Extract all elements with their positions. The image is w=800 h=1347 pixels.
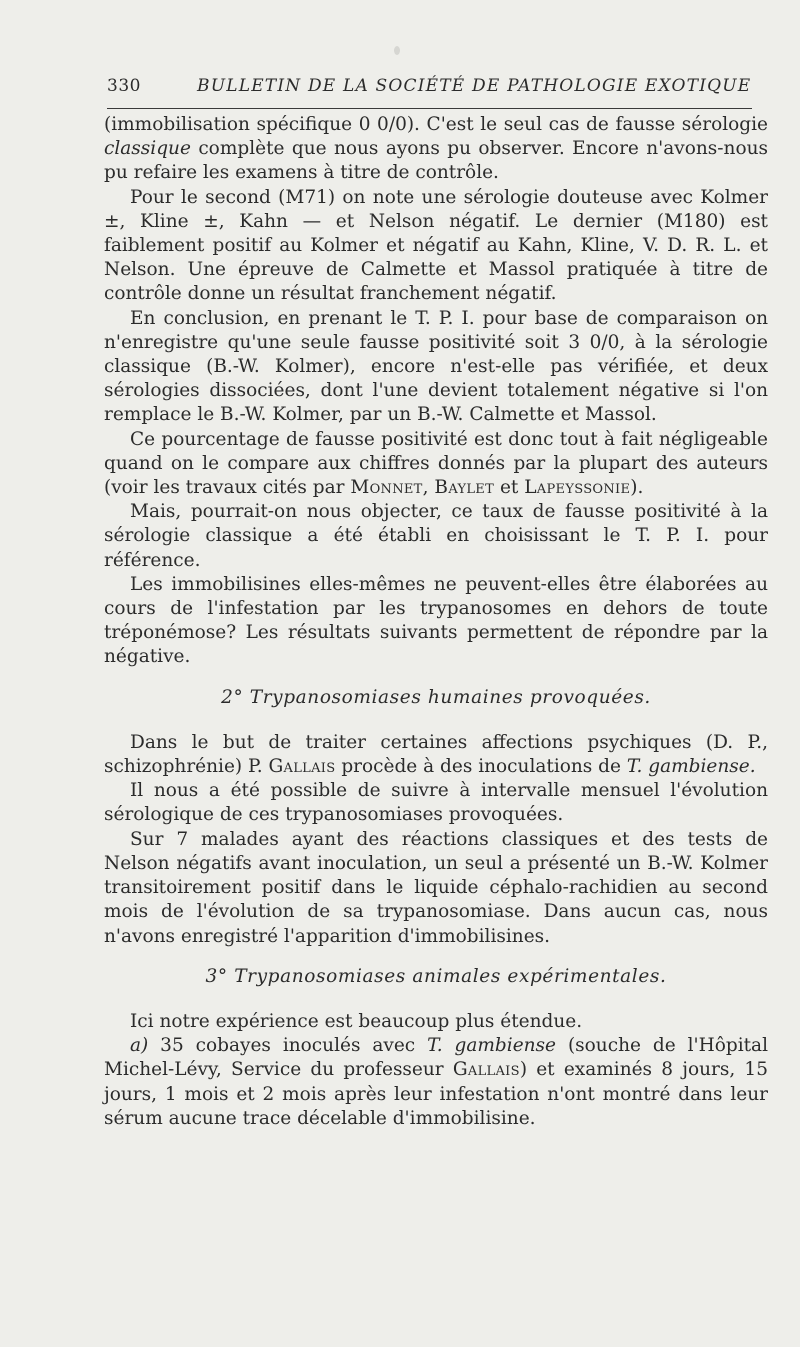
text-run: (immobilisation spécifique 0 0/0). C'est le seul cas de fausse sérologie — [104, 114, 768, 135]
text-run: (souche de l'Hôpital Michel-Lévy, Service du professeur — [104, 1035, 768, 1081]
paragraph-9: Sur 7 malades ayant des réactions classiques et des tests de Nelson négatifs avant inoculation, un seul a présenté un B.-W. Kolmer transitoirement positif dans le liquide céphalo-rachidien au second mois de l'évolution de sa trypanosomiase. Dans aucun cas, nous n'avons enregistré l'apparition d'immobilisines. — [104, 828, 768, 947]
text-run: procède à des inoculations de — [335, 756, 627, 778]
paragraph-7 — [104, 731, 768, 779]
text-run: et — [494, 477, 525, 499]
paragraph-10: Ici notre expérience est beaucoup plus étendue. — [130, 1010, 583, 1032]
author-name: Lapeyssonie — [524, 477, 631, 499]
italic-term: T. gambiense — [427, 1035, 557, 1057]
author-name: Gallais — [452, 1059, 520, 1081]
header-rule — [107, 108, 752, 109]
author-name: Gallais — [268, 756, 336, 778]
text-run: Ce pourcentage de fausse positivité est donc tout à fait négligeable quand on le compare aux chiffres donnés par la plupart des auteurs (voir les travaux cités par — [104, 428, 768, 499]
page-number: 330 — [107, 76, 141, 96]
running-title: BULLETIN DE LA SOCIÉTÉ DE PATHOLOGIE EXOTIQUE — [197, 76, 752, 96]
paragraph-2: Pour le second (M71) on note une sérologie douteuse avec Kolmer ±, Kline ±, Kahn — et Nelson négatif. Le dernier (M180) est faiblement positif au Kolmer et négatif au Kahn, Kline, V. D. R. L. et Nelson. Une épreuve de Calmette et Massol pratiquée à titre de contrôle donne un résultat franchement négatif. — [104, 186, 768, 305]
paragraph-1 — [104, 113, 768, 186]
paragraph-3: En conclusion, en prenant le T. P. I. pour base de comparaison on n'enregistre qu'une seule fausse positivité soit 3 0/0, à la sérologie classique (B.-W. Kolmer), encore n'est-elle pas vérifiée, et deux sérologies dissociées, dont l'une devient totalement négative si l'on remplace le B.-W. Kolmer, par un B.-W. Calmette et Massol. — [104, 307, 768, 426]
paragraph-8: Il nous a été possible de suivre à intervalle mensuel l'évolution sérologique de ces trypanosomiases provoquées. — [104, 780, 768, 826]
page-header — [107, 76, 752, 102]
list-marker: a) — [130, 1035, 149, 1057]
paragraph-6: Les immobilisines elles-mêmes ne peuvent-elles être élaborées au cours de l'infestation par les trypanosomes en dehors de toute tréponémose? Les résultats suivants permettent de répondre par la négative. — [104, 573, 768, 668]
italic-term: classique — [104, 138, 191, 160]
paragraph-5: Mais, pourrait-on nous objecter, ce taux de fausse positivité à la sérologie classique a été établi en choisissant le T. P. I. pour référence. — [104, 501, 768, 571]
text-run: ). — [630, 477, 644, 499]
text-run: ) et examinés 8 jours, 15 jours, 1 mois et 2 mois après leur infestation n'ont montré dans leur sérum aucune trace décelable d'immobilisine. — [104, 1059, 768, 1129]
paragraph-11 — [104, 1034, 768, 1131]
paper-mark — [394, 46, 400, 55]
author-name: Monnet — [350, 477, 423, 499]
text-run: complète que nous ayons pu observer. Encore n'avons-nous pu refaire les examens à titre de contrôle. — [104, 138, 768, 184]
author-name: Baylet — [434, 477, 495, 499]
section-heading-2: 2° Trypanosomiases humaines provoquées. — [221, 686, 651, 708]
section-heading-3: 3° Trypanosomiases animales expérimentales. — [205, 965, 667, 987]
text-run: Dans le but de traiter certaines affections psychiques (D. P., schizophrénie) P. — [104, 731, 768, 778]
text-run: , — [422, 477, 435, 499]
paragraph-4 — [104, 428, 768, 501]
italic-term: T. gambiense. — [626, 756, 756, 778]
body-text — [104, 113, 768, 1131]
text-run: 35 cobayes inoculés avec — [148, 1035, 428, 1057]
